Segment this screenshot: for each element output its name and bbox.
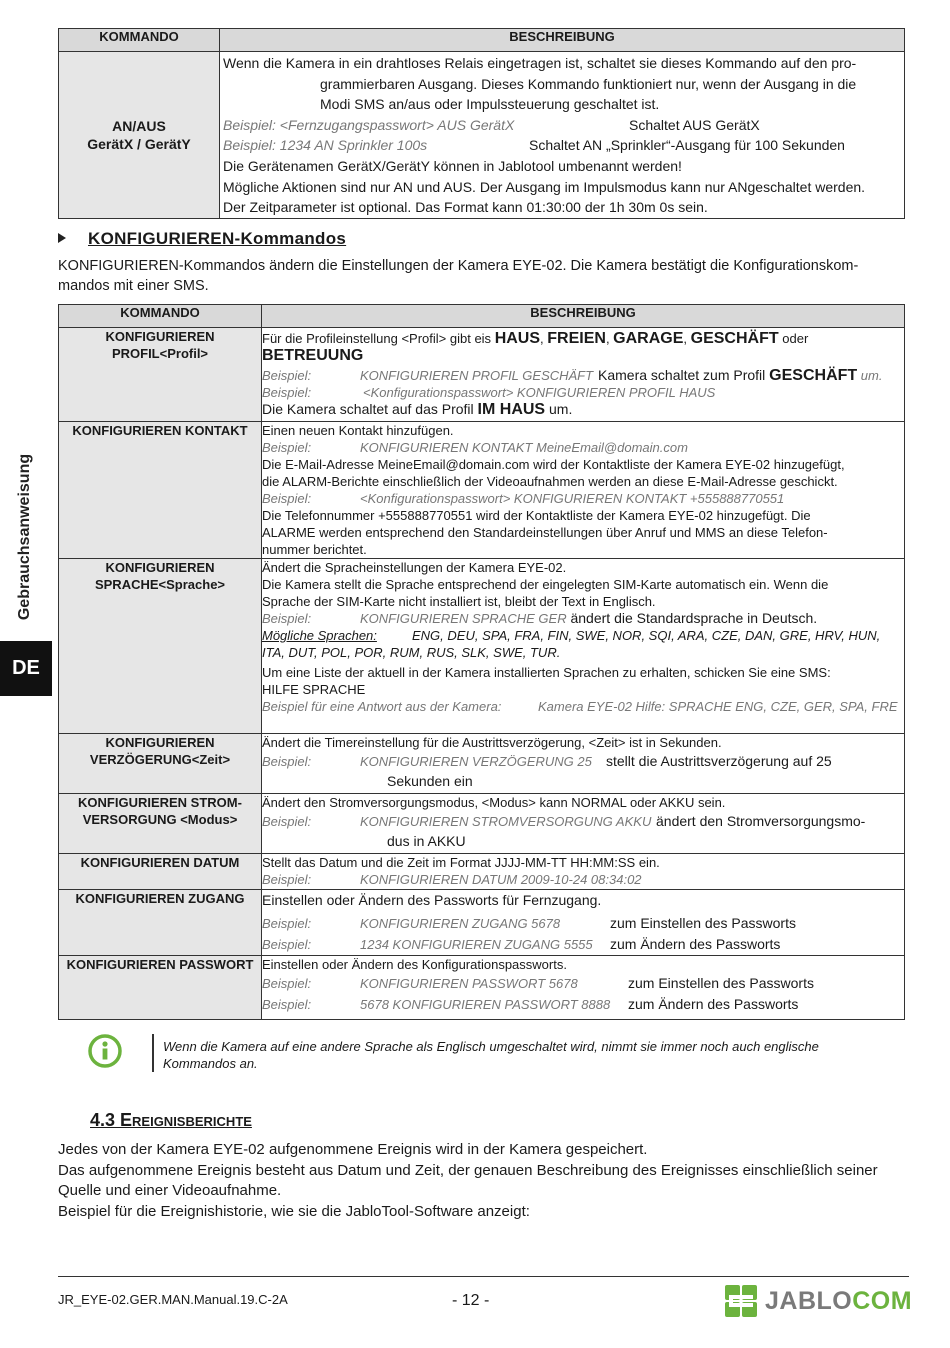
example-label: Beispiel:	[262, 440, 312, 455]
example-line	[262, 871, 904, 888]
command-name: KONFIGURIEREN	[105, 560, 215, 575]
desc-line: Ändert den Stromversorgungsmodus, <Modus> kann NORMAL oder AKKU sein.	[262, 795, 726, 810]
table-row	[59, 890, 905, 956]
example-result-end: um.	[857, 368, 883, 383]
intro-line: KONFIGURIEREN-Kommandos ändern die Einstellungen der Kamera EYE-02. Die Kamera bestätigt die Konfigurationskom-	[58, 258, 859, 274]
example-result: ändert den Stromversorgungsmo-	[656, 813, 866, 829]
desc-bold: IM HAUS	[477, 401, 546, 418]
command-name: KONFIGURIEREN PASSWORT	[66, 957, 254, 972]
example-label: Beispiel:	[262, 754, 312, 769]
command-cell	[59, 794, 262, 854]
sep: ,	[540, 331, 548, 346]
profile-betreuung: BETREUUNG	[262, 347, 364, 364]
example-code: KONFIGURIEREN PROFIL GESCHÄFT	[360, 368, 594, 383]
footer-docid: JR_EYE-02.GER.MAN.Manual.19.C-2A	[58, 1292, 288, 1307]
page-number: - 12 -	[452, 1292, 490, 1309]
profile-haus: HAUS	[494, 330, 541, 347]
desc-text: um.	[545, 401, 573, 417]
desc-text: oder	[778, 331, 809, 346]
example-line	[262, 439, 904, 456]
example-line	[262, 384, 904, 401]
table-row	[59, 794, 905, 854]
command-cell	[59, 559, 262, 734]
desc-line: Ändert die Timereinstellung für die Austrittsverzögerung, <Zeit> ist in Sekunden.	[262, 735, 722, 750]
note-line: Wenn die Kamera auf eine andere Sprache als Englisch umgeschaltet wird, nimmt sie immer noch auch englische	[163, 1039, 819, 1054]
example-code: KONFIGURIEREN SPRACHE GER	[360, 611, 567, 626]
example-line	[262, 698, 904, 715]
example-line	[262, 367, 904, 384]
language-tab: DE	[0, 641, 52, 696]
command-name: AN/AUS	[112, 117, 166, 134]
example-line	[223, 115, 900, 136]
example-result: Schaltet AN „Sprinkler“-Ausgang für 100 Sekunden	[529, 137, 845, 154]
col-header-beschreibung: BESCHREIBUNG	[262, 305, 905, 328]
description-cell	[262, 956, 905, 1020]
info-icon	[88, 1034, 122, 1068]
desc-text: Die Kamera schaltet auf das Profil	[262, 401, 478, 417]
desc-line: grammierbaren Ausgang. Dieses Kommando funktioniert nur, wenn der Ausgang in die	[320, 75, 857, 92]
example-line	[262, 751, 904, 772]
section2-body	[58, 1140, 928, 1222]
paragraph: Quelle und einer Videoaufnahme.	[58, 1182, 282, 1199]
example-code: KONFIGURIEREN DATUM 2009-10-24 08:34:02	[360, 872, 642, 887]
example-code: <Konfigurationspasswort> KONFIGURIEREN PROFIL HAUS	[363, 385, 716, 400]
command-cell	[59, 422, 262, 559]
description-cell	[262, 559, 905, 734]
command-name: KONFIGURIEREN DATUM	[80, 855, 240, 870]
desc-line: die ALARM-Berichte einschließlich der Videoaufnahmen werden an diese E-Mail-Adresse geschickt.	[262, 474, 838, 489]
command-args: VERSORGUNG <Modus>	[82, 812, 238, 827]
section-intro	[58, 256, 918, 296]
desc-line: nummer berichtet.	[262, 542, 367, 557]
example-result: Kamera schaltet zum Profil	[598, 367, 770, 383]
example-label: Beispiel:	[262, 997, 312, 1012]
desc-line: Die Gerätenamen GerätX/GerätY können in Jablotool umbenannt werden!	[223, 157, 682, 174]
example-result: stellt die Austrittsverzögerung auf 25	[606, 753, 832, 769]
note-text	[163, 1038, 903, 1072]
table-row	[59, 734, 905, 794]
section-heading-konfigurieren	[58, 229, 346, 249]
desc-line: Die E-Mail-Adresse MeineEmail@domain.com wird der Kontaktliste der Kamera EYE-02 hinzugefügt,	[262, 457, 845, 472]
languages-label: Mögliche Sprachen:	[262, 628, 377, 643]
command-cell	[59, 890, 262, 956]
desc-line: Ändert die Spracheinstellungen der Kamera EYE-02.	[262, 560, 567, 575]
example-result-bold: GESCHÄFT	[769, 367, 858, 384]
desc-line: Der Zeitparameter ist optional. Das Format kann 01:30:00 der 1h 30m 0s sein.	[223, 199, 708, 216]
footer-rule	[58, 1276, 909, 1277]
example-line	[262, 973, 904, 994]
example-line	[262, 610, 904, 627]
example-line	[262, 994, 904, 1015]
paragraph: Jedes von der Kamera EYE-02 aufgenommene Ereignis wird in der Kamera gespeichert.	[58, 1141, 648, 1158]
example-label: Beispiel:	[262, 491, 312, 506]
example-result: ändert die Standardsprache in Deutsch.	[566, 610, 818, 626]
section-heading-ereignisberichte: 4.3 Ereignisberichte	[90, 1110, 252, 1130]
example-code: KONFIGURIEREN VERZÖGERUNG 25	[360, 754, 592, 769]
example-code: 1234 KONFIGURIEREN ZUGANG 5555	[360, 937, 593, 952]
sep: ,	[605, 331, 614, 346]
desc-text: Für die Profileinstellung <Profil> gibt eis	[262, 331, 495, 346]
desc-line	[262, 401, 904, 418]
description-cell	[262, 794, 905, 854]
example-line	[262, 490, 904, 507]
desc-line: Mögliche Aktionen sind nur AN und AUS. Der Ausgang im Impulsmodus kann nur ANgeschaltet werden.	[223, 178, 866, 195]
example-line	[262, 811, 904, 832]
command-name: KONFIGURIEREN STROM-	[78, 795, 242, 810]
heading-text: KONFIGURIEREN-Kommandos	[88, 229, 347, 248]
desc-line: Wenn die Kamera in ein drahtloses Relais eingetragen ist, schaltet sie dieses Kommando auf den pro-	[223, 55, 857, 71]
example-code: Kamera EYE-02 Hilfe: SPRACHE ENG, CZE, GER, SPA, FRE	[538, 699, 898, 714]
command-name: KONFIGURIEREN	[105, 735, 215, 750]
command-cell	[59, 734, 262, 794]
table-row	[59, 956, 905, 1020]
example-code: Beispiel: <Fernzugangspasswort> AUS GerätX	[223, 116, 515, 133]
example-label: Beispiel:	[262, 611, 312, 626]
example-result: zum Einstellen des Passworts	[628, 975, 814, 991]
desc-line: Modi SMS an/aus oder Impulssteuerung geschaltet ist.	[320, 96, 660, 113]
example-result: Sekunden ein	[387, 773, 473, 789]
example-result: dus in AKKU	[387, 833, 466, 849]
example-code: KONFIGURIEREN PASSWORT 5678	[360, 976, 578, 991]
languages-list: ENG, DEU, SPA, FRA, FIN, SWE, NOR, SQI, ARA, CZE, DAN, GRE, HRV, HUN,	[412, 628, 881, 643]
command-args: VERZÖGERUNG<Zeit>	[89, 752, 231, 767]
desc-line: ALARME werden entsprechend den Standardeinstellungen über Anruf und MMS an diese Telefon-	[262, 525, 828, 540]
desc-line: Die Telefonnummer +555888770551 wird der Kontaktliste der Kamera EYE-02 hinzugefügt. Die	[262, 508, 811, 523]
example-label: Beispiel:	[262, 385, 312, 400]
example-code: KONFIGURIEREN STROMVERSORGUNG AKKU	[360, 814, 652, 829]
command-name: KONFIGURIEREN ZUGANG	[75, 891, 245, 906]
example-result: zum Ändern des Passworts	[628, 996, 799, 1012]
example-line	[262, 913, 904, 934]
desc-line	[262, 330, 904, 347]
example-code: KONFIGURIEREN KONTAKT MeineEmail@domain.com	[360, 440, 688, 455]
table-row	[59, 422, 905, 559]
command-args: SPRACHE<Sprache>	[94, 577, 226, 592]
triangle-bullet-icon	[58, 233, 66, 243]
example-label: Beispiel:	[262, 976, 312, 991]
table-row	[59, 854, 905, 890]
example-result: Schaltet AUS GerätX	[629, 116, 760, 133]
note-divider	[152, 1034, 154, 1072]
example-code: KONFIGURIEREN ZUGANG 5678	[360, 916, 561, 931]
col-header-beschreibung: BESCHREIBUNG	[220, 29, 905, 52]
example-label: Beispiel für eine Antwort aus der Kamera:	[262, 699, 502, 714]
languages-line	[262, 627, 904, 644]
description-cell	[262, 422, 905, 559]
languages-list: ITA, DUT, POL, POR, RUM, RUS, SLK, SWE, TUR.	[262, 645, 561, 660]
command-name: KONFIGURIEREN KONTAKT	[72, 423, 248, 438]
example-result: zum Einstellen des Passworts	[610, 915, 796, 931]
sep: ,	[683, 331, 691, 346]
logo-text-jablo: JABLO	[765, 1286, 853, 1315]
example-label: Beispiel:	[262, 814, 312, 829]
sidebar-label: Gebrauchsanweisung	[16, 453, 33, 621]
example-code: Beispiel: 1234 AN Sprinkler 100s	[223, 137, 428, 154]
description-cell	[262, 854, 905, 890]
command-name: KONFIGURIEREN	[105, 329, 215, 344]
command-cell	[59, 328, 262, 422]
jablocom-logo-icon	[725, 1285, 759, 1317]
profile-geschaeft: GESCHÄFT	[690, 330, 779, 347]
desc-line: HILFE SPRACHE	[262, 682, 366, 697]
desc-line: Die Kamera stellt die Sprache entsprechend der eingelegten SIM-Karte automatisch ein. Wenn die	[262, 577, 829, 592]
command-args: GerätX / GerätY	[87, 135, 191, 152]
table-row	[59, 559, 905, 734]
example-code: <Konfigurationspasswort> KONFIGURIEREN KONTAKT +555888770551	[360, 491, 785, 506]
paragraph: Das aufgenommene Ereignis besteht aus Datum und Zeit, der genauen Beschreibung des Ereignisses einschließlich seiner	[58, 1161, 878, 1179]
col-header-kommando: KOMMANDO	[59, 305, 262, 328]
example-label: Beispiel:	[262, 368, 312, 383]
logo-text-com: COM	[852, 1286, 913, 1315]
example-result: zum Ändern des Passworts	[610, 936, 781, 952]
command-cell	[59, 956, 262, 1020]
desc-line: Sprache der SIM-Karte nicht installiert ist, bleibt der Text in Englisch.	[262, 594, 656, 609]
paragraph: Beispiel für die Ereignishistorie, wie sie die JabloTool-Software anzeigt:	[58, 1202, 530, 1220]
command-args: PROFIL<Profil>	[111, 346, 209, 361]
table-row	[59, 328, 905, 422]
col-header-kommando: KOMMANDO	[59, 29, 220, 52]
desc-line: Einstellen oder Ändern des Passworts für Fernzugang.	[262, 892, 602, 908]
description-cell	[220, 52, 905, 219]
example-label: Beispiel:	[262, 937, 312, 952]
desc-line: Einstellen oder Ändern des Konfigurationspassworts.	[262, 957, 567, 972]
description-cell	[262, 890, 905, 956]
profile-garage: GARAGE	[613, 330, 684, 347]
desc-line: Einen neuen Kontakt hinzufügen.	[262, 423, 454, 438]
description-cell	[262, 734, 905, 794]
note-line: Kommandos an.	[163, 1056, 258, 1071]
example-label: Beispiel:	[262, 916, 312, 931]
desc-line: Stellt das Datum und die Zeit im Format JJJJ-MM-TT HH:MM:SS ein.	[262, 855, 660, 870]
desc-line: Um eine Liste der aktuell in der Kamera installierten Sprachen zu erhalten, schicken Sie eine SMS:	[262, 665, 831, 680]
example-code: 5678 KONFIGURIEREN PASSWORT 8888	[360, 997, 611, 1012]
table-an-aus	[58, 28, 905, 219]
table-konfigurieren	[58, 304, 905, 1020]
command-cell	[59, 52, 220, 219]
jablocom-logo	[725, 1284, 912, 1318]
example-line	[223, 135, 900, 156]
description-cell	[262, 328, 905, 422]
profile-freien: FREIEN	[547, 330, 606, 347]
table-row	[59, 52, 905, 219]
example-label: Beispiel:	[262, 872, 312, 887]
command-cell	[59, 854, 262, 890]
intro-line: mandos mit einer SMS.	[58, 278, 209, 294]
example-line	[262, 934, 904, 955]
